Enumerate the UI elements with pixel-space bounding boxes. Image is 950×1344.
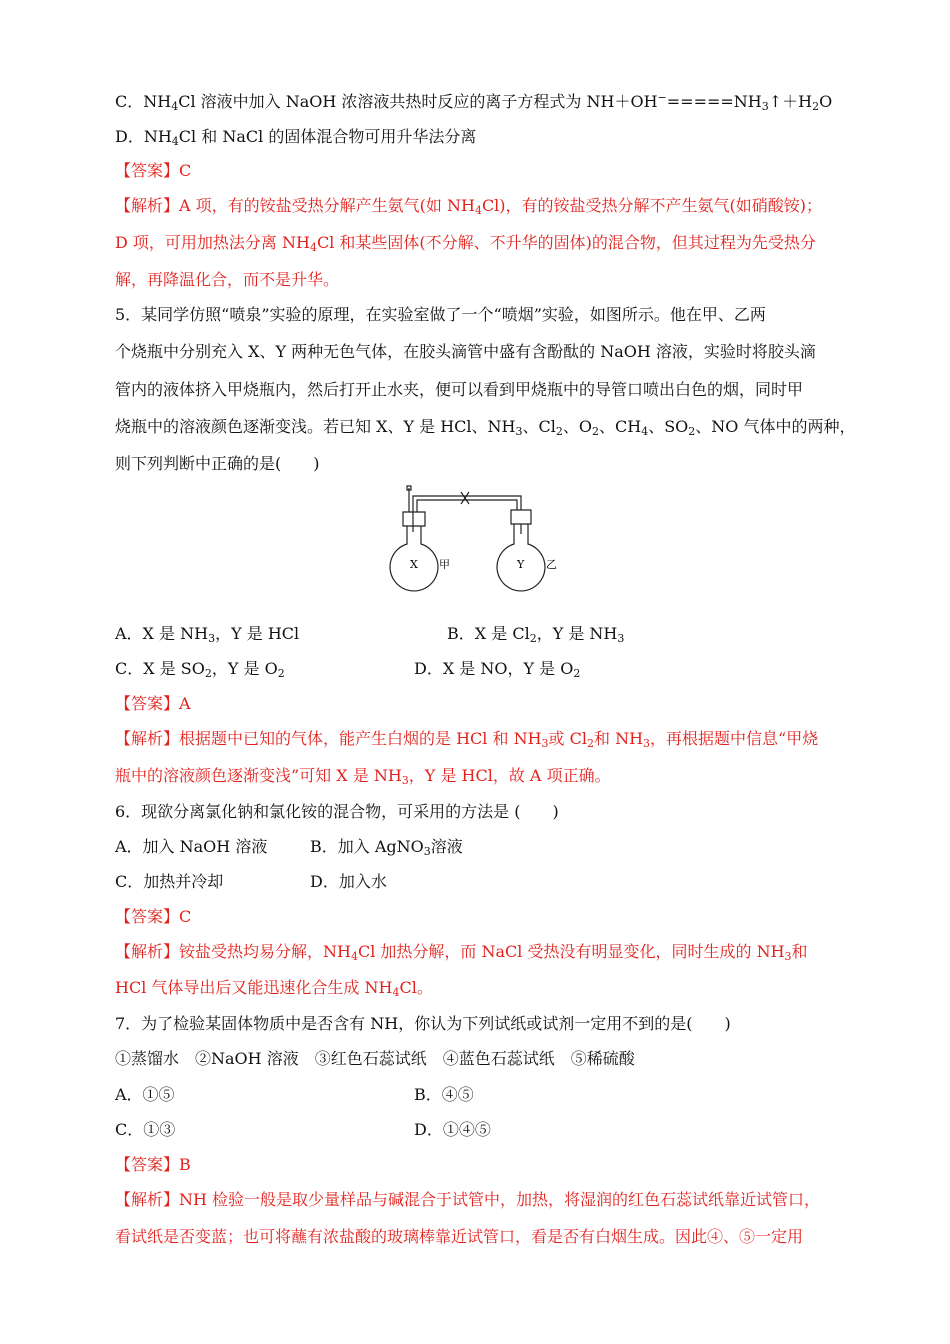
flask-x-label: X — [410, 558, 418, 571]
q6-explanation-2: HCl 气体导出后又能迅速化合生成 $NH_4Cl$。 — [115, 978, 433, 999]
flask-y-label: Y — [517, 558, 525, 571]
q7-explanation-2: 看试纸是否变蓝；也可将蘸有浓盐酸的玻璃棒靠近试管口，看是否有白烟生成。因此④、⑤一定用 — [115, 1227, 804, 1246]
q7-explanation-1: 【解析】NH 检验一般是取少量样品与碱混合于试管中，加热，将湿润的红色石蕊试纸靠近试管口， — [115, 1190, 821, 1209]
flask-jia-label: 甲 — [439, 558, 450, 571]
q5-stem-2: 个烧瓶中分别充入 X、Y 两种无色气体，在胶头滴管中盛有含酚酞的 NaOH 溶液，实验时将胶头滴 — [115, 342, 816, 361]
q7-option-c: C．①③ — [115, 1120, 176, 1139]
q6-option-c: C．加热并冷却 — [115, 872, 224, 891]
q7-option-a: A．①⑤ — [115, 1085, 175, 1104]
q7-option-d: D．①④⑤ — [414, 1120, 491, 1139]
q4-answer: 【答案】C — [115, 161, 192, 180]
q5-stem-4: 烧瓶中的溶液颜色逐渐变浅。若已知 X、Y 是 HCl、$NH_3$、$Cl_2$、$O_2$、$CH_4$、$SO_2$、NO 气体中的两种， — [115, 417, 856, 438]
q7-stem: 7．为了检验某固体物质中是否含有 NH，你认为下列试纸或试剂一定用不到的是( ) — [115, 1014, 731, 1033]
q5-stem-3: 管内的液体挤入甲烧瓶内，然后打开止水夹，便可以看到甲烧瓶中的导管口喷出白色的烟，同时甲 — [115, 380, 804, 399]
q4-explanation-3: 解，再降温化合，而不是升华。 — [115, 270, 340, 289]
q6-option-d: D．加入水 — [310, 872, 387, 891]
q7-option-b: B．④⑤ — [414, 1085, 474, 1104]
q5-option-b: B．X 是 $Cl_2$，Y 是 $NH_3$ — [447, 624, 625, 645]
q4-option-c: C．$NH_4Cl$ 溶液中加入 NaOH 浓溶液共热时反应的离子方程式为 $NH+OH^-=====NH_3↑+H_2O$ — [115, 91, 833, 113]
q5-explanation-2: 瓶中的溶液颜色逐渐变浅”可知 X 是 $NH_3$，Y 是 HCl，故 A 项正确。 — [115, 766, 611, 787]
q6-option-b: B．加入 AgNO$_3$溶液 — [310, 837, 463, 858]
q6-option-a: A．加入 NaOH 溶液 — [115, 837, 268, 856]
q5-stem-1: 5．某同学仿照“喷泉”实验的原理，在实验室做了一个“喷烟”实验，如图所示。他在甲、乙两 — [115, 305, 766, 324]
flask-diagram — [383, 482, 573, 592]
q5-option-a: A．X 是 $NH_3$，Y 是 HCl — [115, 624, 300, 645]
q4-explanation-2: D 项，可用加热法分离 $NH_4Cl$ 和某些固体(不分解、不升华的固体)的混合物，但其过程为先受热分 — [115, 233, 816, 254]
q6-stem: 6．现欲分离氯化钠和氯化铵的混合物，可采用的方法是 ( ) — [115, 802, 559, 821]
q5-option-c: C．X 是 $SO_2$，Y 是 $O_2$ — [115, 659, 285, 680]
dropper — [407, 486, 411, 512]
q4-option-d: D．$NH_4Cl$ 和 NaCl 的固体混合物可用升华法分离 — [115, 127, 477, 148]
water-clamp — [461, 492, 469, 504]
right-stopper — [511, 510, 531, 524]
q5-answer: 【答案】A — [115, 694, 191, 713]
q6-answer: 【答案】C — [115, 907, 192, 926]
q6-explanation-1: 【解析】铵盐受热均易分解，$NH_4Cl$ 加热分解，而 NaCl 受热没有明显变化，同时生成的 $NH_3$和 — [115, 942, 808, 963]
q5-stem-5: 则下列判断中正确的是( ) — [115, 454, 320, 473]
q5-option-d: D．X 是 NO，Y 是 $O_2$ — [414, 659, 581, 680]
q5-explanation-1: 【解析】根据题中已知的气体，能产生白烟的是 HCl 和 $NH_3$或 $Cl_2$和 $NH_3$，再根据题中信息“甲烧 — [115, 729, 819, 750]
q7-items: ①蒸馏水 ②NaOH 溶液 ③红色石蕊试纸 ④蓝色石蕊试纸 ⑤稀硫酸 — [115, 1049, 635, 1068]
flask-yi-label: 乙 — [546, 558, 557, 571]
connecting-tube — [413, 496, 521, 512]
q4-explanation-1: 【解析】A 项，有的铵盐受热分解产生氨气(如 $NH_4Cl$)，有的铵盐受热分解不产生氨气(如硝酸铵)； — [115, 196, 823, 217]
smoke-apparatus-figure — [383, 482, 573, 592]
q7-answer: 【答案】B — [115, 1155, 191, 1174]
left-stopper — [403, 512, 425, 526]
